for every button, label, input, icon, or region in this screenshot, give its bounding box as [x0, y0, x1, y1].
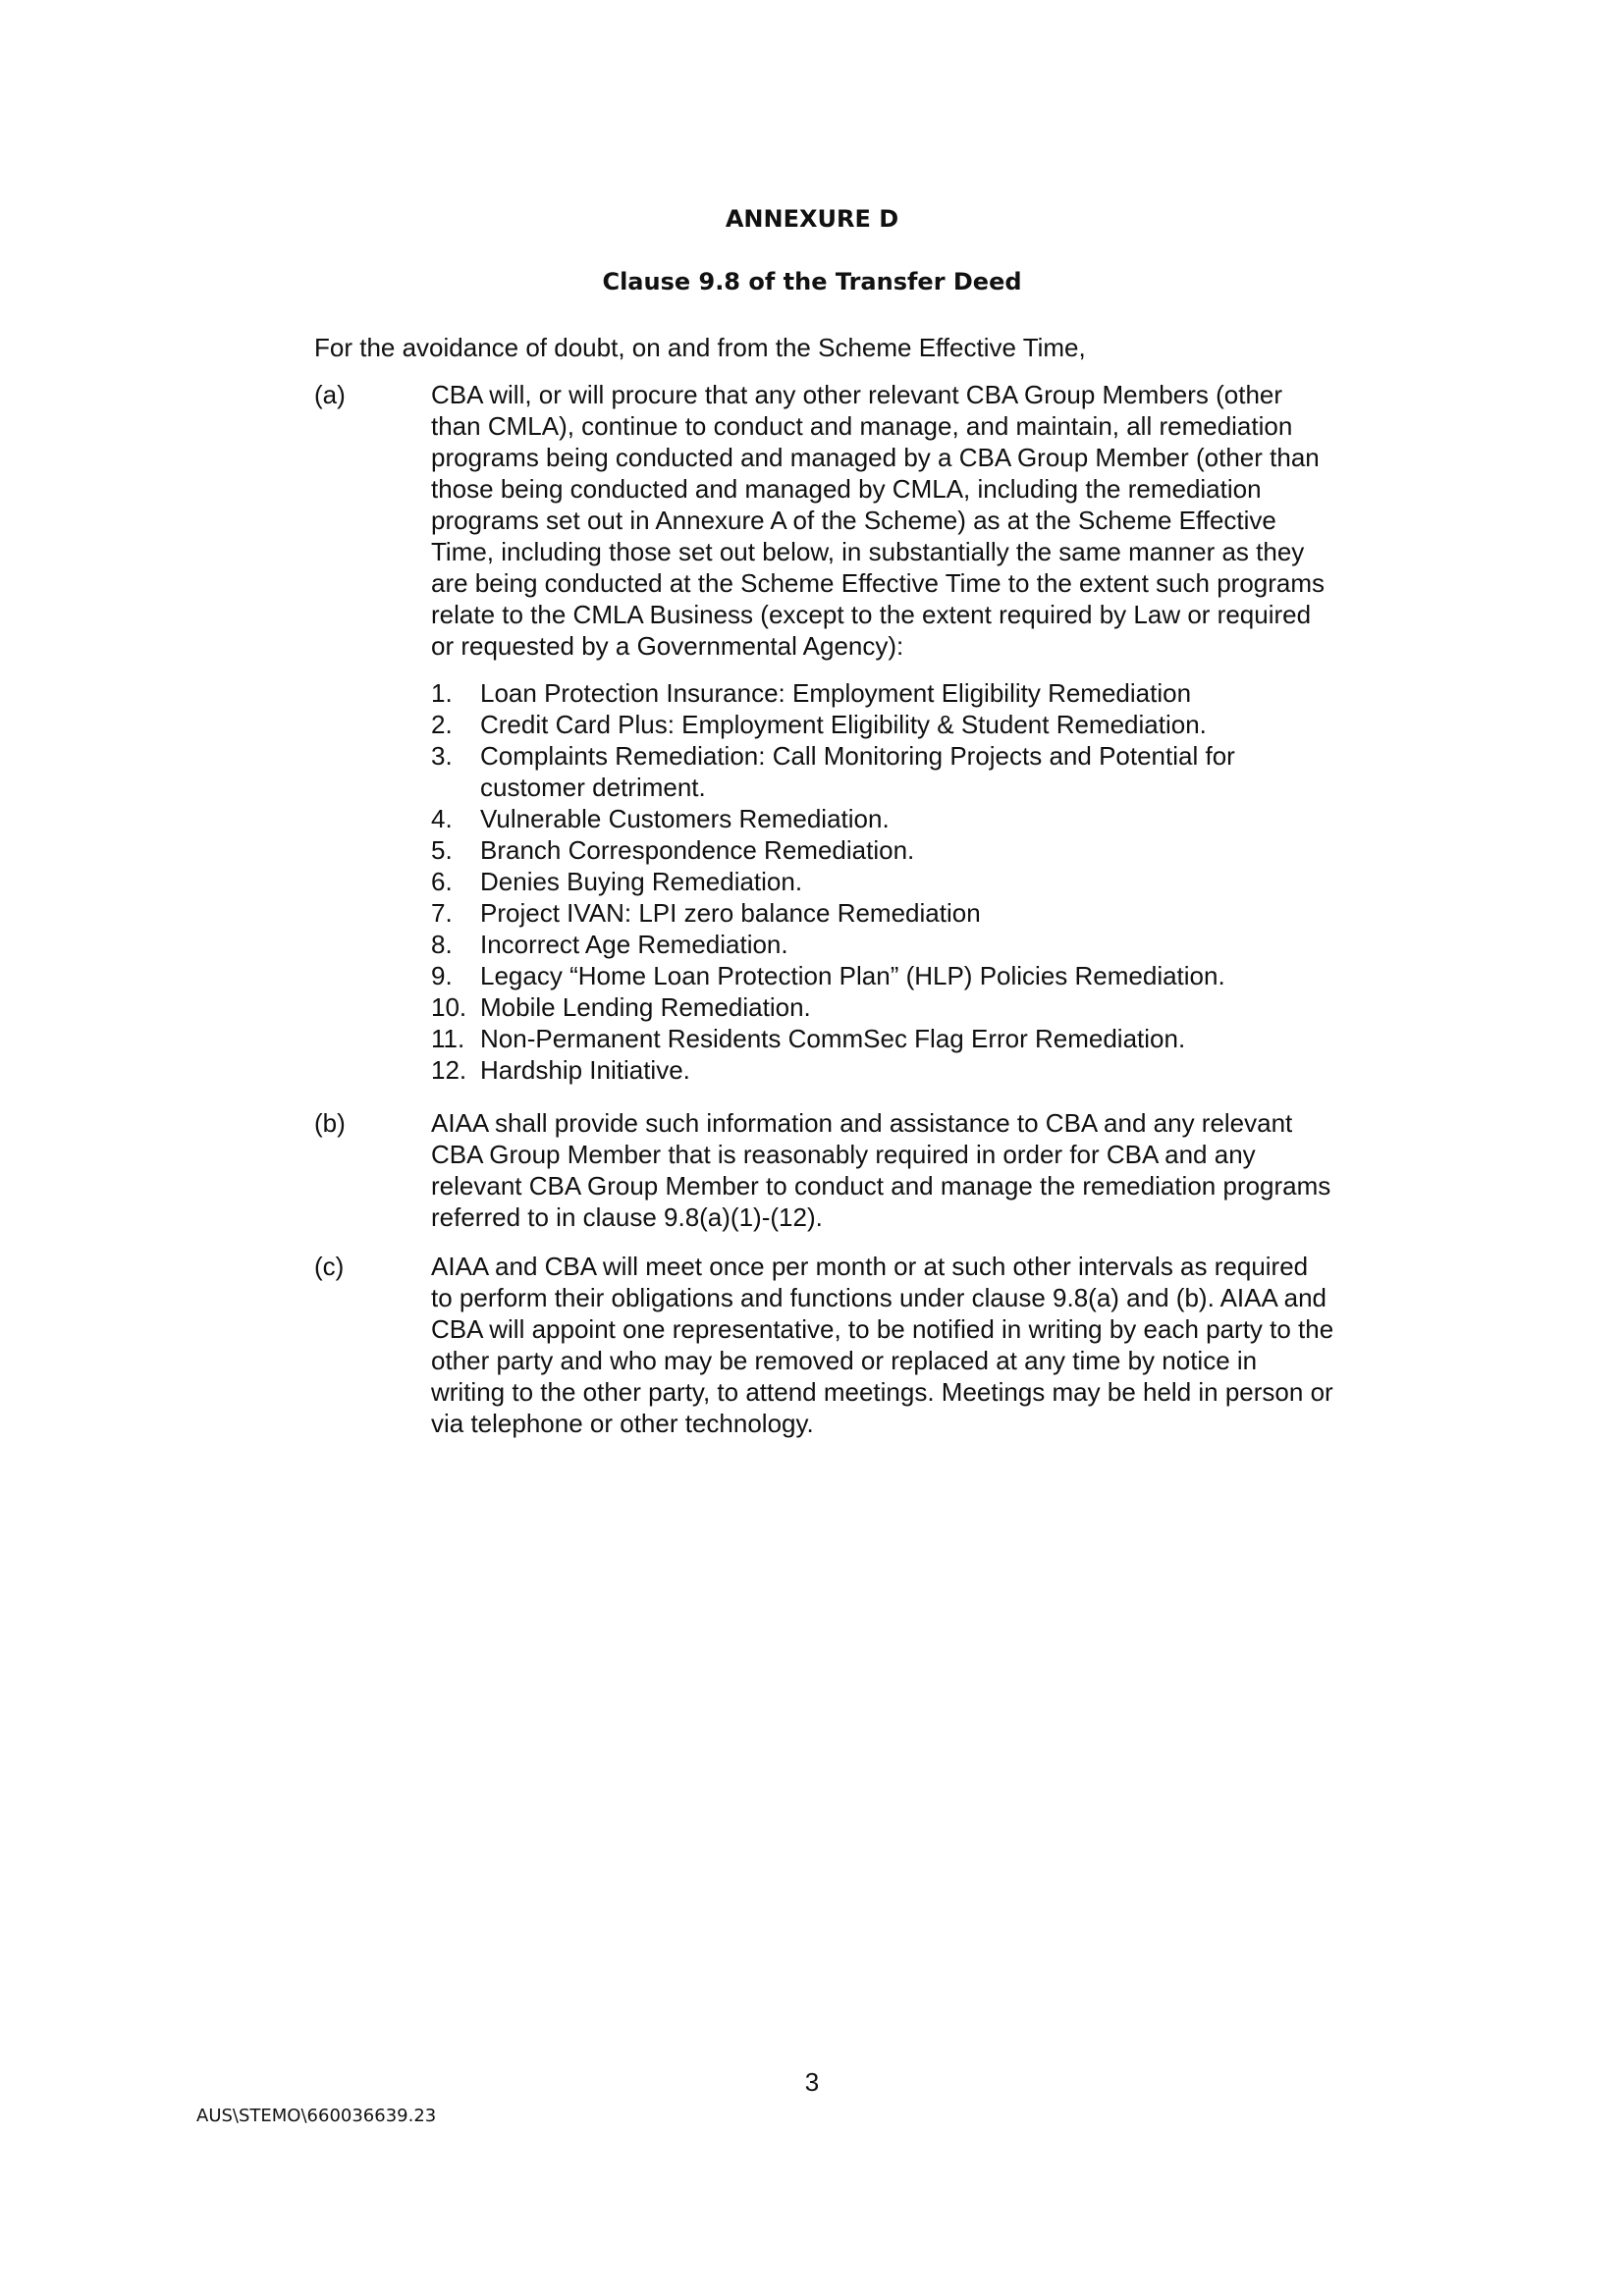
- paragraph-line: or requested by a Governmental Agency):: [431, 631, 904, 661]
- paragraph-b: [314, 1107, 1414, 1233]
- list-item: [431, 866, 1413, 897]
- list-item-text: Branch Correspondence Remediation.: [480, 835, 915, 865]
- paragraph-line: relate to the CMLA Business (except to the extent required by Law or required: [431, 600, 1312, 629]
- paragraph-line: via telephone or other technology.: [431, 1409, 814, 1438]
- paragraph-line: those being conducted and managed by CMLA, including the remediation: [431, 474, 1262, 504]
- list-item-text: Credit Card Plus: Employment Eligibility & Student Remediation.: [480, 710, 1207, 739]
- list-item-number: 7.: [431, 898, 453, 928]
- paragraph-a: [314, 379, 1414, 662]
- paragraph-c-body: [431, 1251, 1413, 1439]
- list-item-text: Mobile Lending Remediation.: [480, 992, 811, 1022]
- list-item: [431, 1054, 1413, 1086]
- list-item-number: 6.: [431, 867, 453, 896]
- list-item: [431, 960, 1413, 991]
- paragraph-line: Time, including those set out below, in substantially the same manner as they: [431, 537, 1305, 566]
- list-item-text: Complaints Remediation: Call Monitoring Projects and Potential for: [480, 741, 1235, 771]
- list-item-number: 4.: [431, 804, 453, 833]
- list-item: [431, 897, 1413, 929]
- paragraph-a-label: (a): [314, 380, 346, 409]
- list-item: [431, 929, 1413, 960]
- paragraph-line: than CMLA), continue to conduct and manage, and maintain, all remediation: [431, 411, 1293, 441]
- paragraph-line: CBA Group Member that is reasonably required in order for CBA and any: [431, 1140, 1256, 1169]
- list-item-text: Legacy “Home Loan Protection Plan” (HLP) Policies Remediation.: [480, 961, 1225, 990]
- list-item-text: Incorrect Age Remediation.: [480, 930, 788, 959]
- list-item: [431, 803, 1413, 834]
- paragraph-line: programs being conducted and managed by a CBA Group Member (other than: [431, 443, 1320, 472]
- list-item-text: Hardship Initiative.: [480, 1055, 690, 1085]
- list-item-number: 10.: [431, 992, 467, 1022]
- paragraph-line: CBA will appoint one representative, to be notified in writing by each party to the: [431, 1314, 1334, 1344]
- paragraph-line: writing to the other party, to attend meetings. Meetings may be held in person or: [431, 1377, 1333, 1407]
- list-item-text: Non-Permanent Residents CommSec Flag Error Remediation.: [480, 1024, 1186, 1053]
- list-item-number: 1.: [431, 678, 453, 708]
- clause-title: Clause 9.8 of the Transfer Deed: [602, 268, 1022, 295]
- list-item-text: Project IVAN: LPI zero balance Remediation: [480, 898, 981, 928]
- paragraph-line: to perform their obligations and functions under clause 9.8(a) and (b). AIAA and: [431, 1283, 1326, 1312]
- paragraph-line: relevant CBA Group Member to conduct and manage the remediation programs: [431, 1171, 1331, 1201]
- page-number: 3: [804, 2067, 820, 2097]
- paragraph-line: programs set out in Annexure A of the Scheme) as at the Scheme Effective: [431, 506, 1276, 535]
- list-item: [431, 834, 1413, 866]
- list-item: [431, 709, 1413, 740]
- paragraph-c: [314, 1251, 1414, 1439]
- paragraph-b-label: (b): [314, 1108, 346, 1138]
- paragraph-line: AIAA shall provide such information and assistance to CBA and any relevant: [431, 1108, 1293, 1138]
- list-item-number: 11.: [431, 1024, 465, 1053]
- intro-text: For the avoidance of doubt, on and from the Scheme Effective Time,: [314, 333, 1086, 362]
- list-item-number: 2.: [431, 710, 453, 739]
- list-item: [431, 740, 1413, 803]
- list-item: [431, 1023, 1413, 1054]
- list-item-text: Vulnerable Customers Remediation.: [480, 804, 890, 833]
- paragraph-line: CBA will, or will procure that any other relevant CBA Group Members (other: [431, 380, 1283, 409]
- paragraph-line: referred to in clause 9.8(a)(1)-(12).: [431, 1202, 823, 1232]
- remediation-programs-list: [431, 677, 1413, 1086]
- list-item-text: Loan Protection Insurance: Employment Eligibility Remediation: [480, 678, 1192, 708]
- list-item-text: Denies Buying Remediation.: [480, 867, 803, 896]
- list-item-text: customer detriment.: [480, 773, 706, 802]
- paragraph-line: other party and who may be removed or replaced at any time by notice in: [431, 1346, 1258, 1375]
- paragraph-line: AIAA and CBA will meet once per month or at such other intervals as required: [431, 1252, 1309, 1281]
- list-item-number: 5.: [431, 835, 453, 865]
- list-item-number: 12.: [431, 1055, 467, 1085]
- list-item-number: 9.: [431, 961, 453, 990]
- paragraph-line: are being conducted at the Scheme Effective Time to the extent such programs: [431, 568, 1326, 598]
- paragraph-a-body: [431, 379, 1413, 662]
- paragraph-c-label: (c): [314, 1252, 345, 1281]
- list-item: [431, 991, 1413, 1023]
- list-item-number: 8.: [431, 930, 453, 959]
- paragraph-b-body: [431, 1107, 1413, 1233]
- annexure-title: ANNEXURE D: [725, 205, 899, 233]
- list-item-number: 3.: [431, 741, 453, 771]
- list-item: [431, 677, 1413, 709]
- document-reference: AUS\STEMO\660036639.23: [196, 2106, 437, 2126]
